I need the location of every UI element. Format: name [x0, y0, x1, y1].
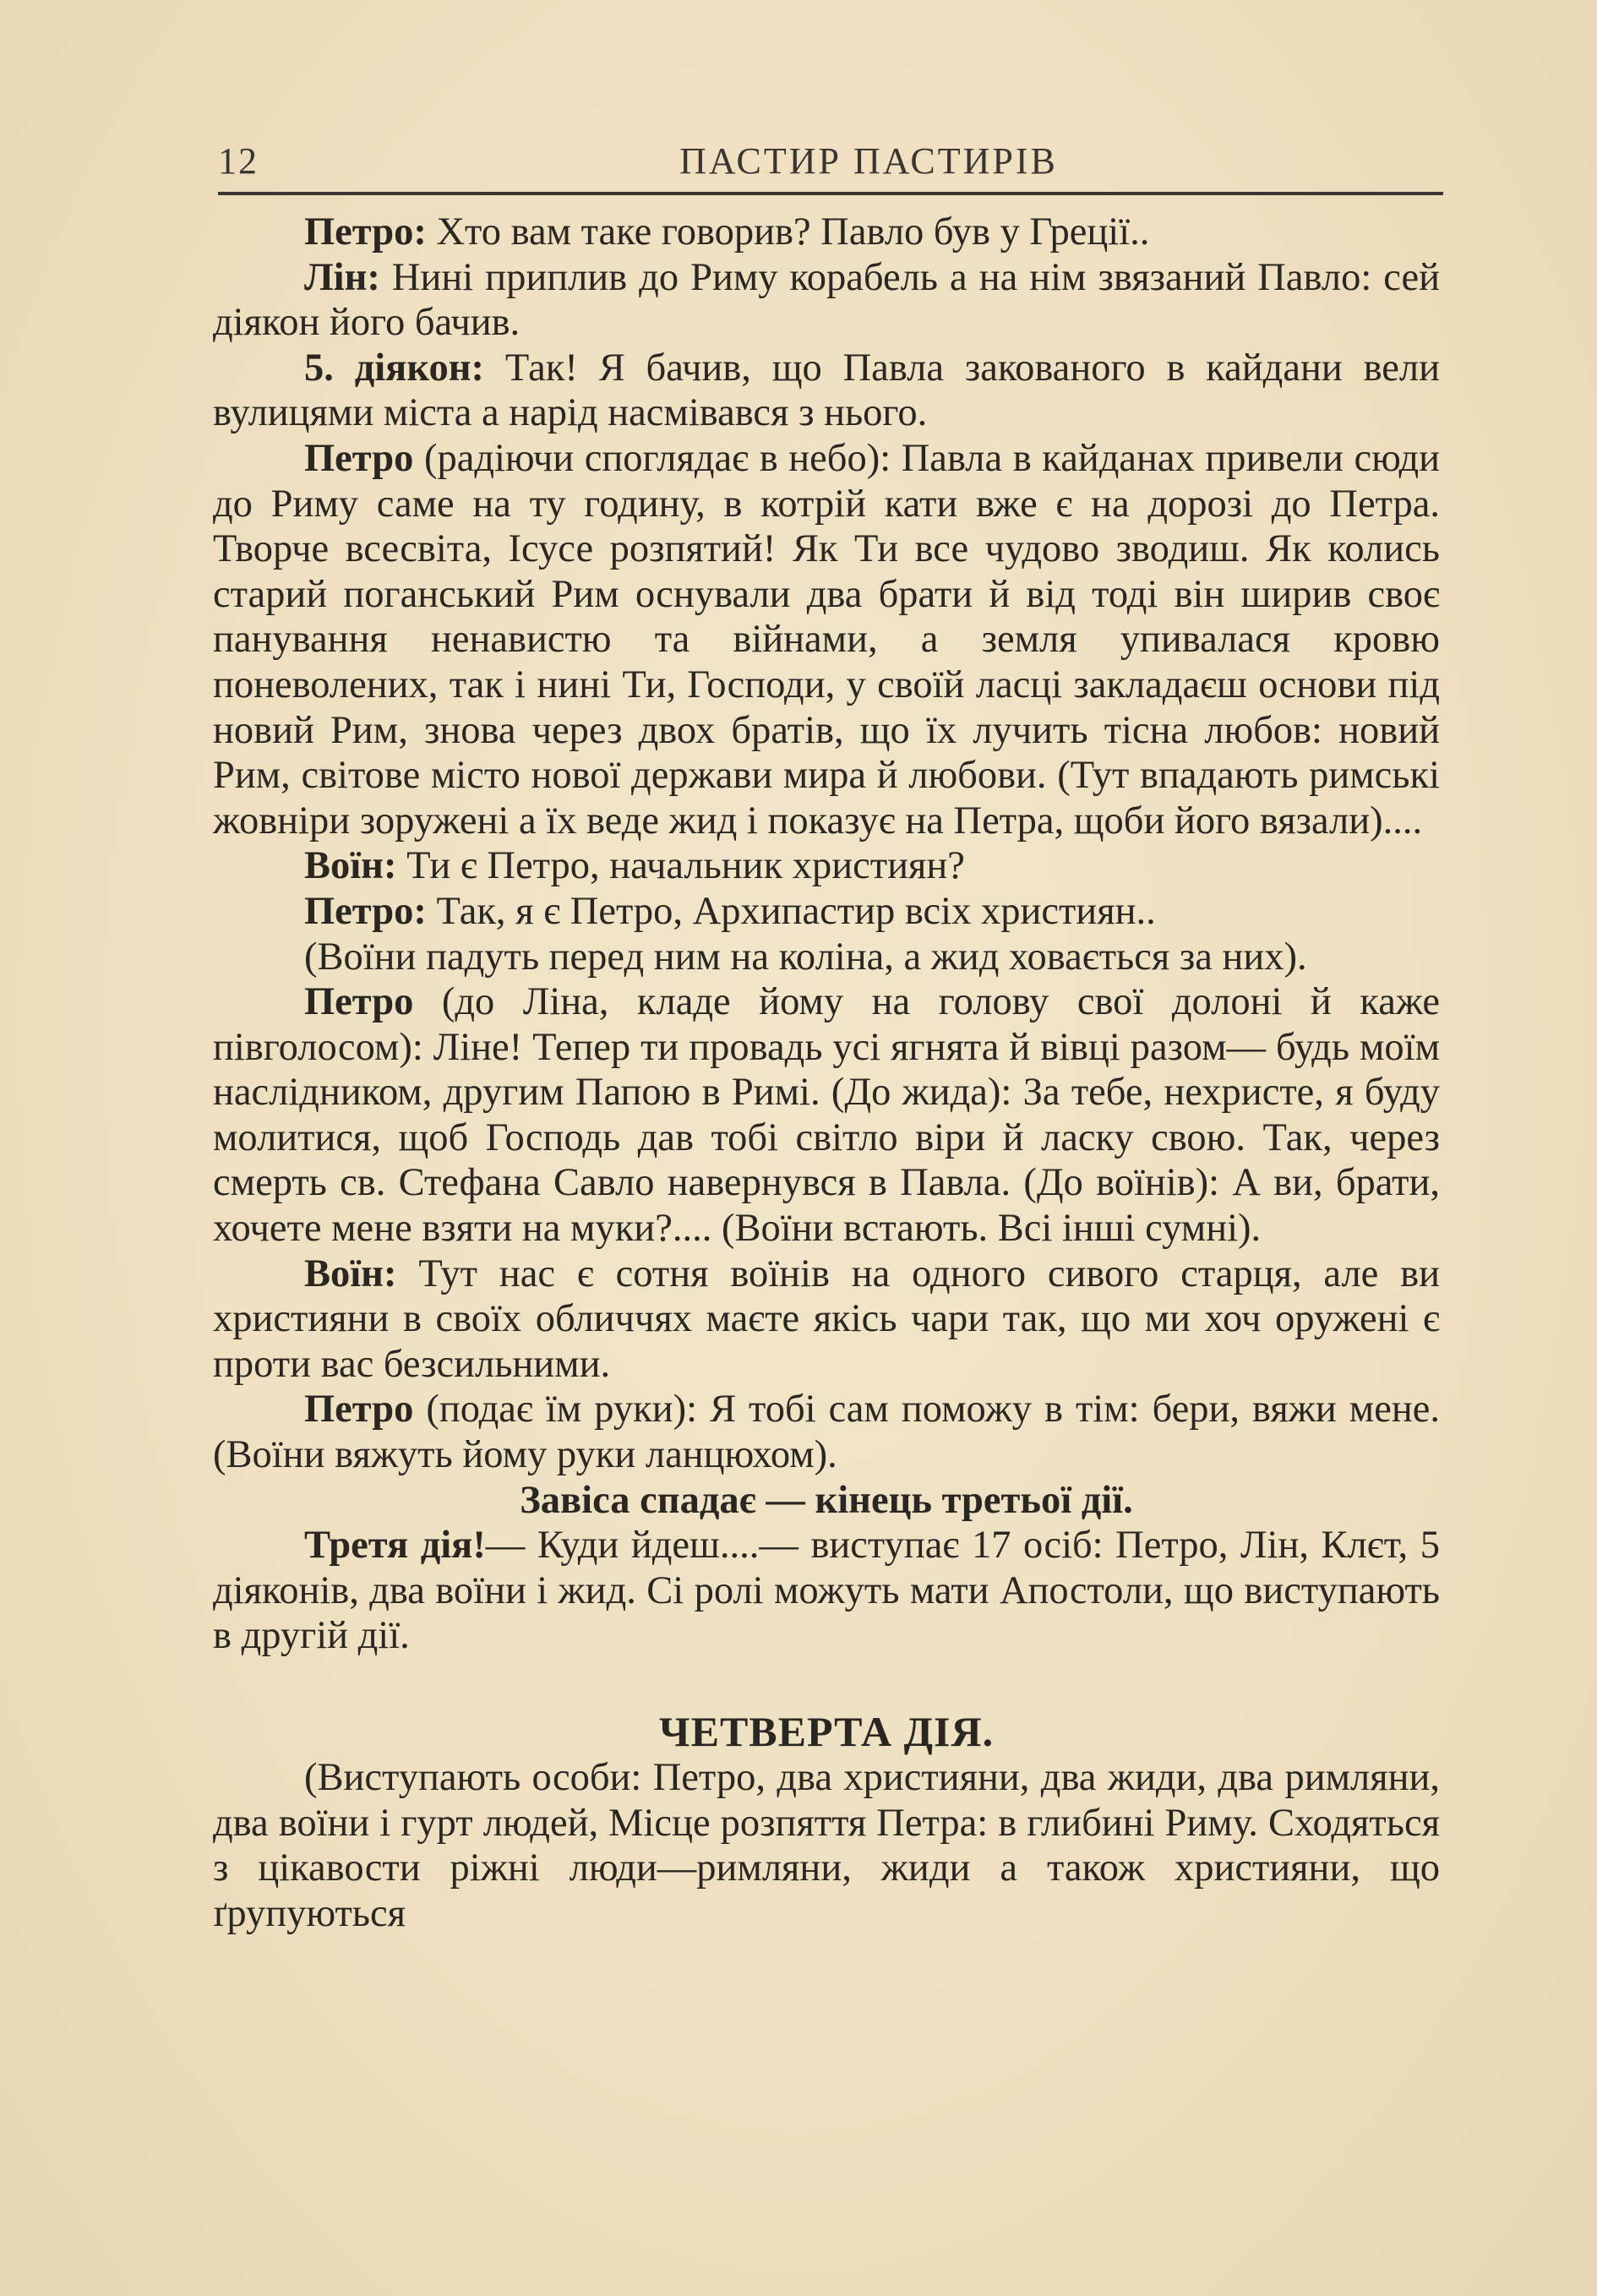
speaker-name: Петро [304, 436, 414, 480]
page-number: 12 [218, 140, 259, 182]
dialogue-line [213, 210, 1440, 255]
speaker-name: Воїн: [304, 844, 397, 888]
dialogue-line [213, 255, 1440, 346]
speaker-name: Петро [304, 1388, 414, 1432]
dialogue-text: (подає їм руки): Я тобі сам поможу в тім: бери, вяжи мене. (Воїни вяжуть йому руки ланцюхом). [213, 1388, 1441, 1477]
dialogue-text: Хто вам таке говорив? Павло був у Греції.. [436, 210, 1150, 254]
speaker-name: Петро: [304, 889, 427, 933]
dialogue-text: Так! Я бачив, що Павла закованого в кайдани вели вулицями міста а нарід насмівався з нього. [213, 346, 1441, 435]
speaker-name: Воїн: [304, 1252, 397, 1295]
dialogue-text: Так, я є Петро, Архипастир всіх християн.. [436, 889, 1156, 933]
page-header [218, 139, 1443, 192]
speaker-name: Лін: [304, 255, 380, 299]
dialogue-text: Нині приплив до Риму корабель а на нім звязаний Павло: сей діякон його бачив. [213, 255, 1440, 345]
stage-direction-text: (Воїни падуть перед ним на коліна, а жид ховається за них). [304, 935, 1307, 979]
header-rule [218, 192, 1443, 195]
act-intro: (Виступають особи: Петро, два християни, два жиди, два римляни, два воїни і гурт людей, Місце розпяття Петра: в глибині Риму. Сходяться з цікавости ріжні люди—римляни, жиди а також християни, що ґрупуються [213, 1756, 1440, 1935]
dialogue-line [213, 979, 1440, 1252]
dialogue-line [213, 436, 1440, 843]
act-heading: ЧЕТВЕРТА ДІЯ. [658, 1708, 995, 1755]
curtain-line: Завіса спадає — кінець третьої дії. [520, 1478, 1133, 1522]
cast-note-text: — Куди йдеш....— виступає 17 осіб: Петро, Лін, Клєт, 5 діяконів, два воїни і жид. Сі ролі можуть мати Апостоли, що виступають в другій дії. [213, 1524, 1440, 1658]
dialogue-text: (до Ліна, кладе йому на голову свої долоні й каже півголосом): Ліне! Тепер ти провадь усі ягнята й вівці разом— будь моїм наслідником, другим Папою в Римі. (До жида): За тебе, нехристе, я буду молитися, щоб Господь дав тобі світло віри й ласку свою. Так, через смерть св. Стефана Савло навернувся в Павла. (До воїнів): А ви, брати, хочете мене взяти на муки?.... (Воїни встають. Всі інші сумні). [213, 980, 1440, 1251]
page-body [213, 210, 1440, 1936]
dialogue-line [213, 843, 1440, 889]
dialogue-text: Ти є Петро, начальник християн? [406, 844, 965, 888]
cast-note [213, 1523, 1440, 1659]
dialogue-line [213, 346, 1440, 436]
running-title: ПАСТИР ПАСТИРІВ [679, 140, 1058, 182]
speaker-name: 5. діякон: [304, 346, 485, 390]
dialogue-text: Тут нас є сотня воїнів на одного сивого старця, але ви християни в своїх обличчях маєте якісь чари так, що ми хоч оружені є проти вас безсильними. [213, 1252, 1441, 1386]
dialogue-line [213, 1387, 1440, 1477]
cast-note-lead: Третя дія! [304, 1524, 486, 1568]
speaker-name: Петро: [304, 210, 427, 254]
dialogue-text: (радіючи споглядає в небо): Павла в кайданах привели сюди до Риму саме на ту годину, в котрій кати вже є на дорозі до Петра. Творче всесвіта, Ісусе розпятий! Як Ти все чудово зводиш. Як колись старий поганський Рим оснували два брати й від тоді він ширив своє панування ненавистю та війнами, а земля упивалася кровю поневолених, так і нині Ти, Господи, у своїй ласці закладаєш основи під новий Рим, знова через двох братів, що їх лучить тісна любов: новий Рим, світове місто нової держави мира й любови. (Тут впадають римські жовніри зоружені а їх веде жид і показує на Петра, щоби його вязали).... [213, 436, 1441, 843]
dialogue-line [213, 1252, 1440, 1388]
speaker-name: Петро [304, 980, 414, 1024]
stage-direction [213, 935, 1440, 980]
dialogue-line [213, 889, 1440, 935]
